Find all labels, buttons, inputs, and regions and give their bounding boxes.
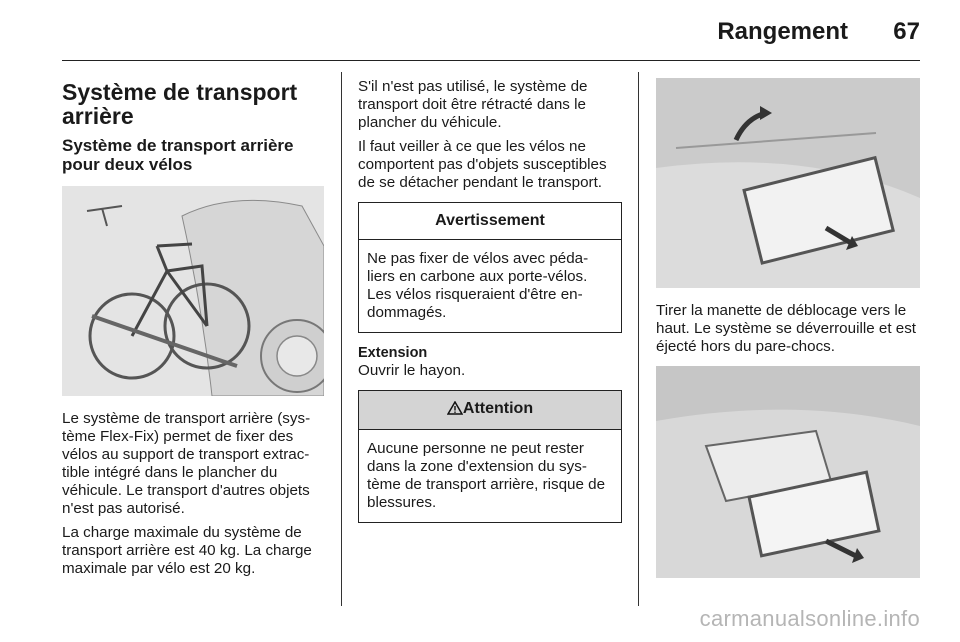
warning-triangle-icon [447, 401, 463, 420]
ejected-carrier-illustration [656, 366, 920, 578]
warning-box [358, 202, 622, 333]
extension-heading: Extension [358, 345, 428, 361]
release-lever-illustration [656, 78, 920, 288]
sub-heading: Système de transport arrière pour deux vélos [62, 136, 294, 174]
storage-paragraph: S'il n'est pas utilisé, le système de transport doit être rétracté dans le plancher du véhicule. [358, 78, 588, 131]
column-2 [358, 78, 622, 535]
bicycle-carrier-illustration [62, 186, 324, 396]
release-caption: Tirer la manette de déblocage vers le haut. Le système se déverrouille et est éjecté hors du pare-chocs. [656, 302, 917, 355]
attention-box [358, 390, 622, 523]
warning-body: Ne pas fixer de vélos avec péda-liers en carbone aux porte-vélos. Les vélos risqueraient d'être en-dommagés. [367, 250, 589, 321]
header-title: Rangement [717, 18, 848, 45]
release-lever-drawing [656, 78, 920, 288]
page-header [0, 14, 960, 54]
column-1 [62, 80, 326, 584]
safety-paragraph: Il faut veiller à ce que les vélos ne comportent pas d'objets susceptibles de se détacher pendant le transport. [358, 138, 607, 191]
column-3 [656, 78, 924, 578]
attention-header [359, 391, 621, 430]
attention-title: Attention [462, 400, 534, 417]
warning-title: Avertissement [359, 203, 621, 240]
column-divider [341, 72, 342, 606]
ejected-carrier-drawing [656, 366, 920, 578]
intro-paragraph: Le système de transport arrière (sys-tème Flex-Fix) permet de fixer des vélos au support de transport extrac-tible intégré dans le plancher du véhicule. Le transport d'autres objets n'est pas autorisé. [62, 410, 311, 517]
attention-body: Aucune personne ne peut rester dans la zone d'extension du sys-tème de transport arrière, risque de blessures. [367, 440, 606, 511]
watermark: carmanualsonline.info [699, 606, 920, 631]
header-rule [62, 60, 920, 61]
page-number: 67 [893, 18, 920, 45]
column-divider [638, 72, 639, 606]
bicycle-carrier-drawing [62, 186, 324, 396]
extension-text: Ouvrir le hayon. [358, 362, 466, 379]
load-paragraph: La charge maximale du système de transport arrière est 40 kg. La charge maximale par vélo est 20 kg. [62, 524, 312, 577]
section-heading: Système de transport arrière [62, 79, 298, 129]
